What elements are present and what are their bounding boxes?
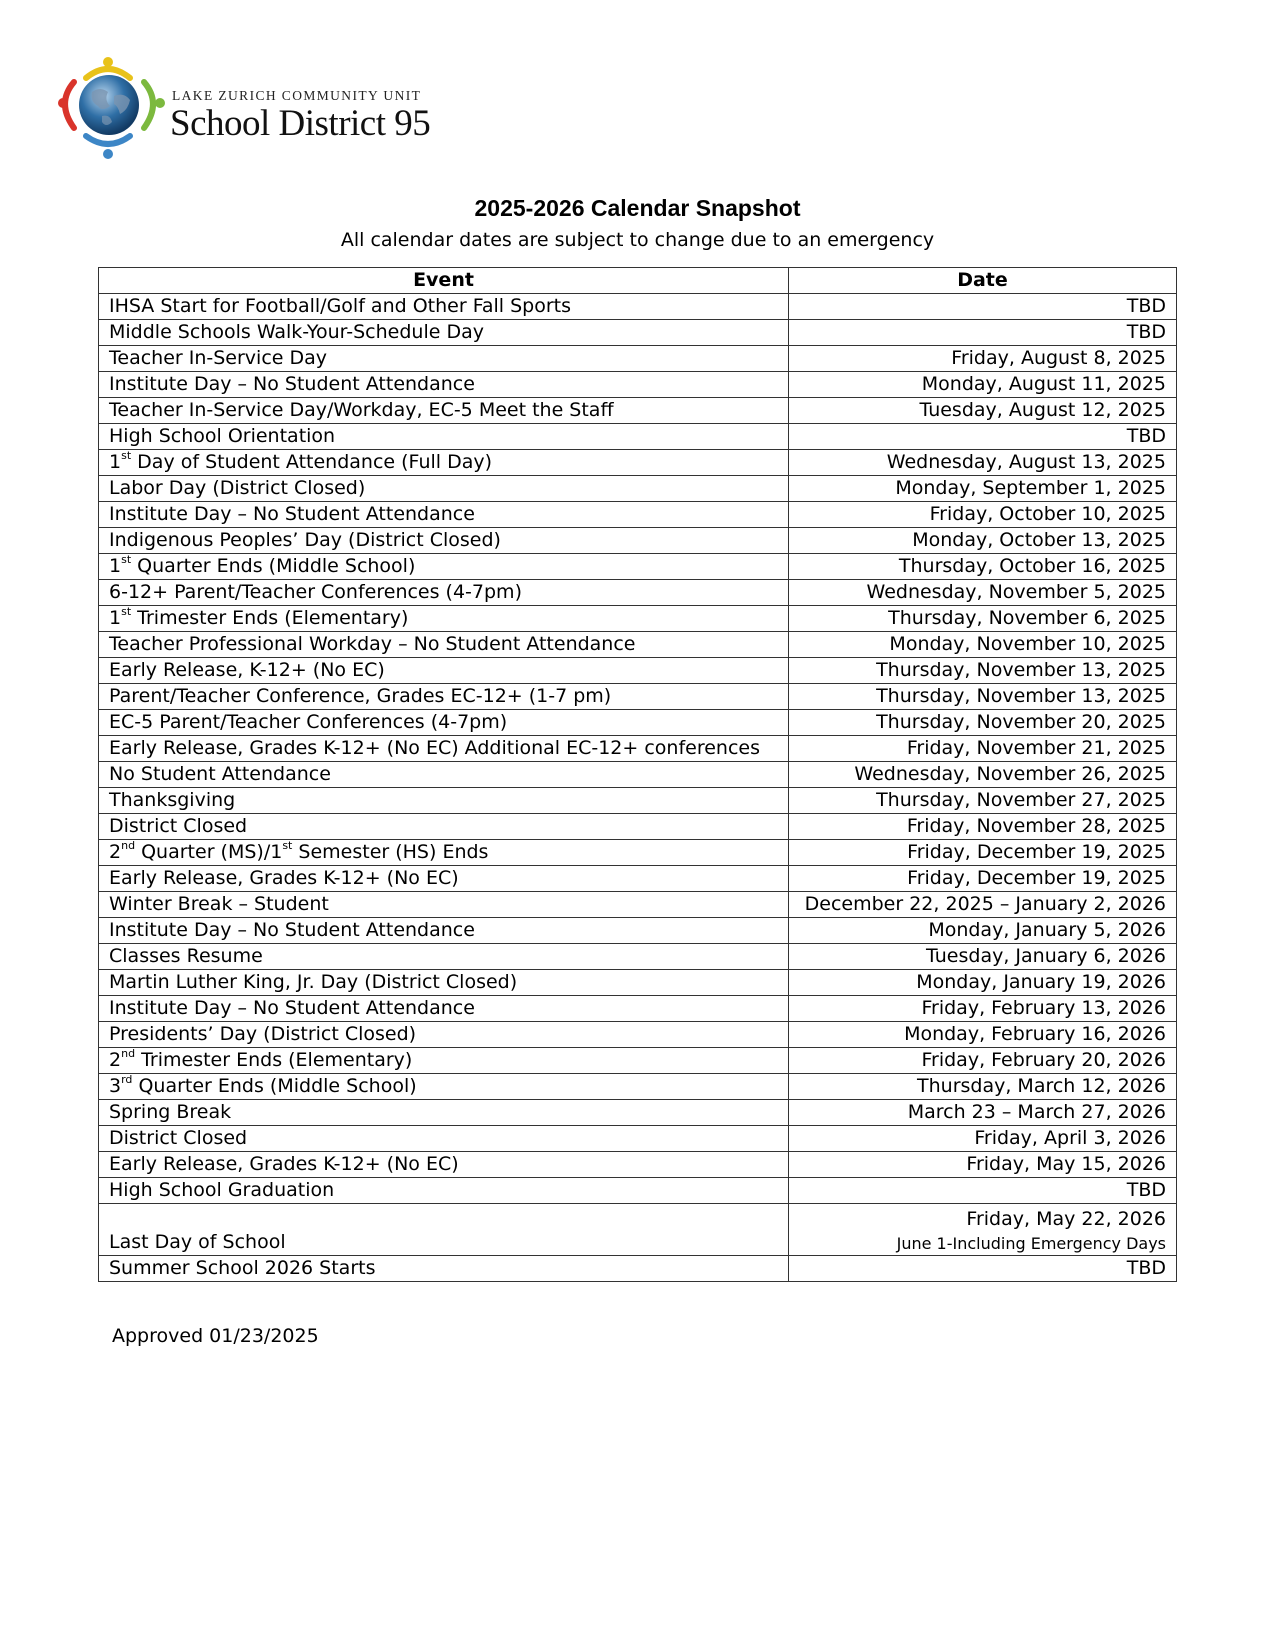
table-row bbox=[99, 424, 1177, 450]
table-row bbox=[99, 450, 1177, 476]
table-header-row bbox=[99, 268, 1177, 294]
event-cell: Presidents’ Day (District Closed) bbox=[99, 1022, 789, 1048]
column-header-date: Date bbox=[789, 268, 1177, 294]
event-cell: Labor Day (District Closed) bbox=[99, 476, 789, 502]
logo-tagline: LAKE ZURICH COMMUNITY UNIT bbox=[172, 88, 422, 103]
page-title: 2025-2026 Calendar Snapshot bbox=[474, 195, 801, 221]
table-row bbox=[99, 1022, 1177, 1048]
date-cell: Friday, November 21, 2025 bbox=[789, 736, 1177, 762]
date-note: June 1-Including Emergency Days bbox=[896, 1234, 1166, 1253]
event-cell: District Closed bbox=[99, 814, 789, 840]
event-cell: Last Day of School bbox=[99, 1204, 789, 1256]
table-row bbox=[99, 346, 1177, 372]
event-cell: EC-5 Parent/Teacher Conferences (4-7pm) bbox=[99, 710, 789, 736]
date-cell: Monday, September 1, 2025 bbox=[789, 476, 1177, 502]
date-cell: Thursday, March 12, 2026 bbox=[789, 1074, 1177, 1100]
date-cell: Friday, May 15, 2026 bbox=[789, 1152, 1177, 1178]
date-cell: Thursday, November 13, 2025 bbox=[789, 684, 1177, 710]
table-row bbox=[99, 1152, 1177, 1178]
table-row bbox=[99, 918, 1177, 944]
table-row bbox=[99, 788, 1177, 814]
date-cell: Monday, November 10, 2025 bbox=[789, 632, 1177, 658]
table-row bbox=[99, 476, 1177, 502]
event-cell: Institute Day – No Student Attendance bbox=[99, 372, 789, 398]
date-main: Friday, May 22, 2026 bbox=[966, 1208, 1166, 1230]
approval-note: Approved 01/23/2025 bbox=[112, 1325, 319, 1347]
event-cell: Early Release, Grades K-12+ (No EC) bbox=[99, 866, 789, 892]
table-row bbox=[99, 840, 1177, 866]
date-cell: December 22, 2025 – January 2, 2026 bbox=[789, 892, 1177, 918]
event-cell: District Closed bbox=[99, 1126, 789, 1152]
date-cell: Friday, February 20, 2026 bbox=[789, 1048, 1177, 1074]
event-cell: Spring Break bbox=[99, 1100, 789, 1126]
date-cell: Wednesday, November 5, 2025 bbox=[789, 580, 1177, 606]
event-cell: 2nd Quarter (MS)/1st Semester (HS) Ends bbox=[99, 840, 789, 866]
date-cell: Monday, February 16, 2026 bbox=[789, 1022, 1177, 1048]
table-row bbox=[99, 1074, 1177, 1100]
table-row bbox=[99, 944, 1177, 970]
table-row bbox=[99, 502, 1177, 528]
table-row bbox=[99, 736, 1177, 762]
event-cell: IHSA Start for Football/Golf and Other Fall Sports bbox=[99, 294, 789, 320]
event-cell: 1st Quarter Ends (Middle School) bbox=[99, 554, 789, 580]
table-row bbox=[99, 996, 1177, 1022]
date-cell: TBD bbox=[789, 424, 1177, 450]
table-row bbox=[99, 1178, 1177, 1204]
date-cell: Tuesday, January 6, 2026 bbox=[789, 944, 1177, 970]
event-cell: 3rd Quarter Ends (Middle School) bbox=[99, 1074, 789, 1100]
date-cell: TBD bbox=[789, 1178, 1177, 1204]
date-cell: Friday, April 3, 2026 bbox=[789, 1126, 1177, 1152]
event-cell: No Student Attendance bbox=[99, 762, 789, 788]
event-cell: 6-12+ Parent/Teacher Conferences (4-7pm) bbox=[99, 580, 789, 606]
page-subtitle: All calendar dates are subject to change due to an emergency bbox=[340, 229, 935, 251]
date-cell: Thursday, October 16, 2025 bbox=[789, 554, 1177, 580]
date-cell: TBD bbox=[789, 1256, 1177, 1282]
date-cell: Monday, January 5, 2026 bbox=[789, 918, 1177, 944]
event-cell: Teacher Professional Workday – No Student Attendance bbox=[99, 632, 789, 658]
event-cell: 1st Trimester Ends (Elementary) bbox=[99, 606, 789, 632]
logo-wordmark: School District 95 bbox=[170, 103, 431, 144]
event-cell: Summer School 2026 Starts bbox=[99, 1256, 789, 1282]
table-row bbox=[99, 528, 1177, 554]
date-cell: Friday, November 28, 2025 bbox=[789, 814, 1177, 840]
event-cell: Teacher In-Service Day bbox=[99, 346, 789, 372]
district-logo bbox=[58, 56, 438, 166]
date-cell: Thursday, November 27, 2025 bbox=[789, 788, 1177, 814]
date-cell: TBD bbox=[789, 320, 1177, 346]
table-row bbox=[99, 762, 1177, 788]
column-header-event: Event bbox=[99, 268, 789, 294]
table-row bbox=[99, 1100, 1177, 1126]
event-cell: Indigenous Peoples’ Day (District Closed) bbox=[99, 528, 789, 554]
event-cell: Institute Day – No Student Attendance bbox=[99, 918, 789, 944]
date-cell: Friday, August 8, 2025 bbox=[789, 346, 1177, 372]
event-cell: Early Release, Grades K-12+ (No EC) Additional EC-12+ conferences bbox=[99, 736, 789, 762]
event-cell: 1st Day of Student Attendance (Full Day) bbox=[99, 450, 789, 476]
table-row bbox=[99, 606, 1177, 632]
date-cell: Thursday, November 6, 2025 bbox=[789, 606, 1177, 632]
event-cell: High School Orientation bbox=[99, 424, 789, 450]
event-cell: Early Release, K-12+ (No EC) bbox=[99, 658, 789, 684]
table-row bbox=[99, 554, 1177, 580]
calendar-table bbox=[98, 267, 1177, 1282]
table-row bbox=[99, 684, 1177, 710]
table-row bbox=[99, 814, 1177, 840]
event-cell: Thanksgiving bbox=[99, 788, 789, 814]
date-cell bbox=[789, 1204, 1177, 1256]
table-row bbox=[99, 892, 1177, 918]
event-cell: Institute Day – No Student Attendance bbox=[99, 996, 789, 1022]
event-cell: Martin Luther King, Jr. Day (District Closed) bbox=[99, 970, 789, 996]
date-cell: Thursday, November 13, 2025 bbox=[789, 658, 1177, 684]
date-cell: Tuesday, August 12, 2025 bbox=[789, 398, 1177, 424]
table-row bbox=[99, 866, 1177, 892]
table-row bbox=[99, 658, 1177, 684]
date-cell: Monday, August 11, 2025 bbox=[789, 372, 1177, 398]
event-cell: 2nd Trimester Ends (Elementary) bbox=[99, 1048, 789, 1074]
date-cell: Thursday, November 20, 2025 bbox=[789, 710, 1177, 736]
table-row bbox=[99, 372, 1177, 398]
date-cell: Monday, January 19, 2026 bbox=[789, 970, 1177, 996]
table-row bbox=[99, 320, 1177, 346]
table-row bbox=[99, 294, 1177, 320]
date-cell: Friday, February 13, 2026 bbox=[789, 996, 1177, 1022]
event-cell: Classes Resume bbox=[99, 944, 789, 970]
event-cell: Parent/Teacher Conference, Grades EC-12+ (1-7 pm) bbox=[99, 684, 789, 710]
globe-with-people-logo-icon bbox=[58, 56, 168, 166]
event-cell: Winter Break – Student bbox=[99, 892, 789, 918]
date-cell: TBD bbox=[789, 294, 1177, 320]
date-cell: March 23 – March 27, 2026 bbox=[789, 1100, 1177, 1126]
table-row bbox=[99, 1126, 1177, 1152]
table-row bbox=[99, 398, 1177, 424]
date-cell: Wednesday, November 26, 2025 bbox=[789, 762, 1177, 788]
table-row bbox=[99, 970, 1177, 996]
date-cell: Friday, October 10, 2025 bbox=[789, 502, 1177, 528]
table-row bbox=[99, 710, 1177, 736]
date-cell: Friday, December 19, 2025 bbox=[789, 840, 1177, 866]
event-cell: Early Release, Grades K-12+ (No EC) bbox=[99, 1152, 789, 1178]
event-cell: Teacher In-Service Day/Workday, EC-5 Meet the Staff bbox=[99, 398, 789, 424]
event-cell: High School Graduation bbox=[99, 1178, 789, 1204]
table-row bbox=[99, 580, 1177, 606]
date-cell: Wednesday, August 13, 2025 bbox=[789, 450, 1177, 476]
date-cell: Friday, December 19, 2025 bbox=[789, 866, 1177, 892]
table-row bbox=[99, 1204, 1177, 1256]
table-row bbox=[99, 632, 1177, 658]
event-cell: Institute Day – No Student Attendance bbox=[99, 502, 789, 528]
event-cell: Middle Schools Walk-Your-Schedule Day bbox=[99, 320, 789, 346]
table-row bbox=[99, 1048, 1177, 1074]
date-cell: Monday, October 13, 2025 bbox=[789, 528, 1177, 554]
table-row bbox=[99, 1256, 1177, 1282]
